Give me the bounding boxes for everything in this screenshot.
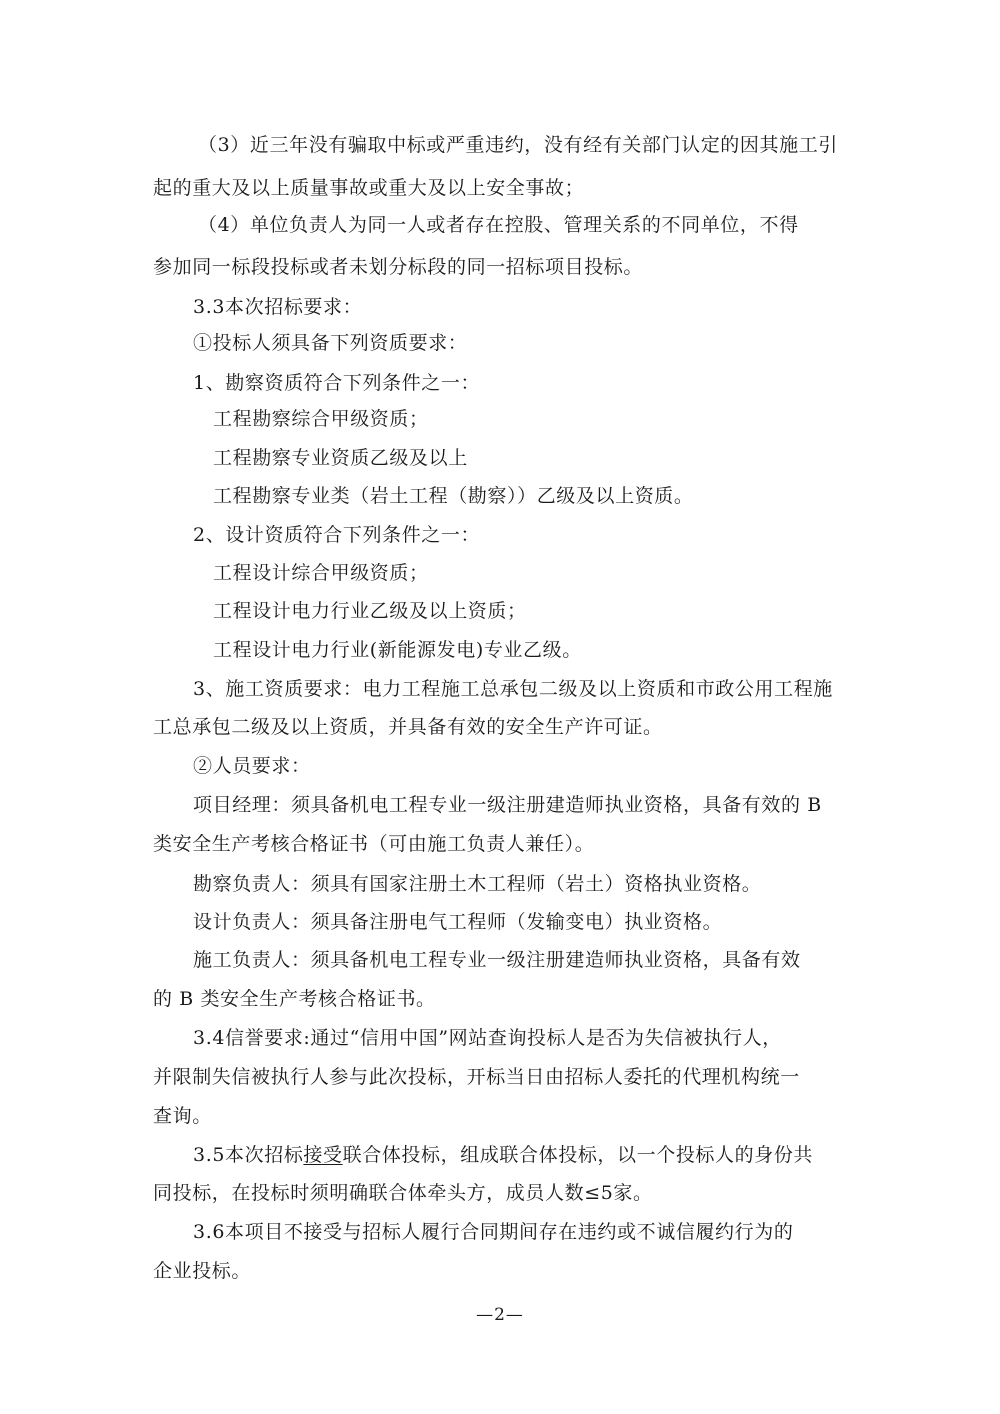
text-line xyxy=(193,1143,813,1167)
text-line: 工程设计电力行业(新能源发电)专业乙级。 xyxy=(213,639,582,661)
text-line: 工程设计电力行业乙级及以上资质； xyxy=(213,600,527,622)
text-line: 设计负责人：须具备注册电气工程师（发输变电）执业资格。 xyxy=(193,911,723,933)
text-line: 工程勘察专业资质乙级及以上 xyxy=(213,447,468,469)
text-line: 3、施工资质要求：电力工程施工总承包二级及以上资质和市政公用工程施 xyxy=(193,678,833,700)
text-line: 施工负责人：须具备机电工程专业一级注册建造师执业资格，具备有效 xyxy=(193,949,801,971)
page-number: —2— xyxy=(476,1305,524,1325)
underlined-text: 接受 xyxy=(303,1144,343,1166)
text-line: ②人员要求： xyxy=(193,755,311,777)
text-line: ①投标人须具备下列资质要求： xyxy=(193,332,468,354)
text-line: 查询。 xyxy=(153,1105,212,1127)
text-line: 参加同一标段投标或者未划分标段的同一招标项目投标。 xyxy=(153,256,644,278)
text-line: 工程设计综合甲级资质； xyxy=(213,562,429,584)
text-line: 勘察负责人：须具有国家注册土木工程师（岩土）资格执业资格。 xyxy=(193,873,762,895)
text-line: 3.4信誉要求:通过“信用中国”网站查询投标人是否为失信被执行人， xyxy=(193,1027,782,1049)
section-heading: 3.3本次招标要求： xyxy=(193,296,363,318)
text-line: 并限制失信被执行人参与此次投标，开标当日由招标人委托的代理机构统一 xyxy=(153,1066,800,1088)
text-line: 类安全生产考核合格证书（可由施工负责人兼任）。 xyxy=(153,833,595,855)
text-line: 工总承包二级及以上资质，并具备有效的安全生产许可证。 xyxy=(153,716,663,738)
text-line: 工程勘察综合甲级资质； xyxy=(213,408,429,430)
text-line: 2、设计资质符合下列条件之一： xyxy=(193,524,481,546)
text-line: 起的重大及以上质量事故或重大及以上安全事故； xyxy=(153,177,585,199)
text-line: 同投标，在投标时须明确联合体牵头方，成员人数≤5家。 xyxy=(153,1182,653,1204)
text-line: 3.6本项目不接受与招标人履行合同期间存在违约或不诚信履约行为的 xyxy=(193,1221,794,1243)
text-segment: 3.5本次招标 xyxy=(193,1144,304,1166)
text-line: （3）近三年没有骗取中标或严重违约，没有经有关部门认定的因其施工引 xyxy=(198,134,838,156)
text-segment: 联合体投标，组成联合体投标，以一个投标人的身份共 xyxy=(342,1144,814,1166)
text-line: 项目经理：须具备机电工程专业一级注册建造师执业资格，具备有效的 B xyxy=(193,794,822,816)
text-line: 工程勘察专业类（岩土工程（勘察））乙级及以上资质。 xyxy=(213,485,694,507)
text-line: 企业投标。 xyxy=(153,1260,252,1282)
text-line: 1、勘察资质符合下列条件之一： xyxy=(193,372,481,394)
text-line: 的 B 类安全生产考核合格证书。 xyxy=(153,988,436,1010)
text-line: （4）单位负责人为同一人或者存在控股、管理关系的不同单位，不得 xyxy=(198,214,799,236)
